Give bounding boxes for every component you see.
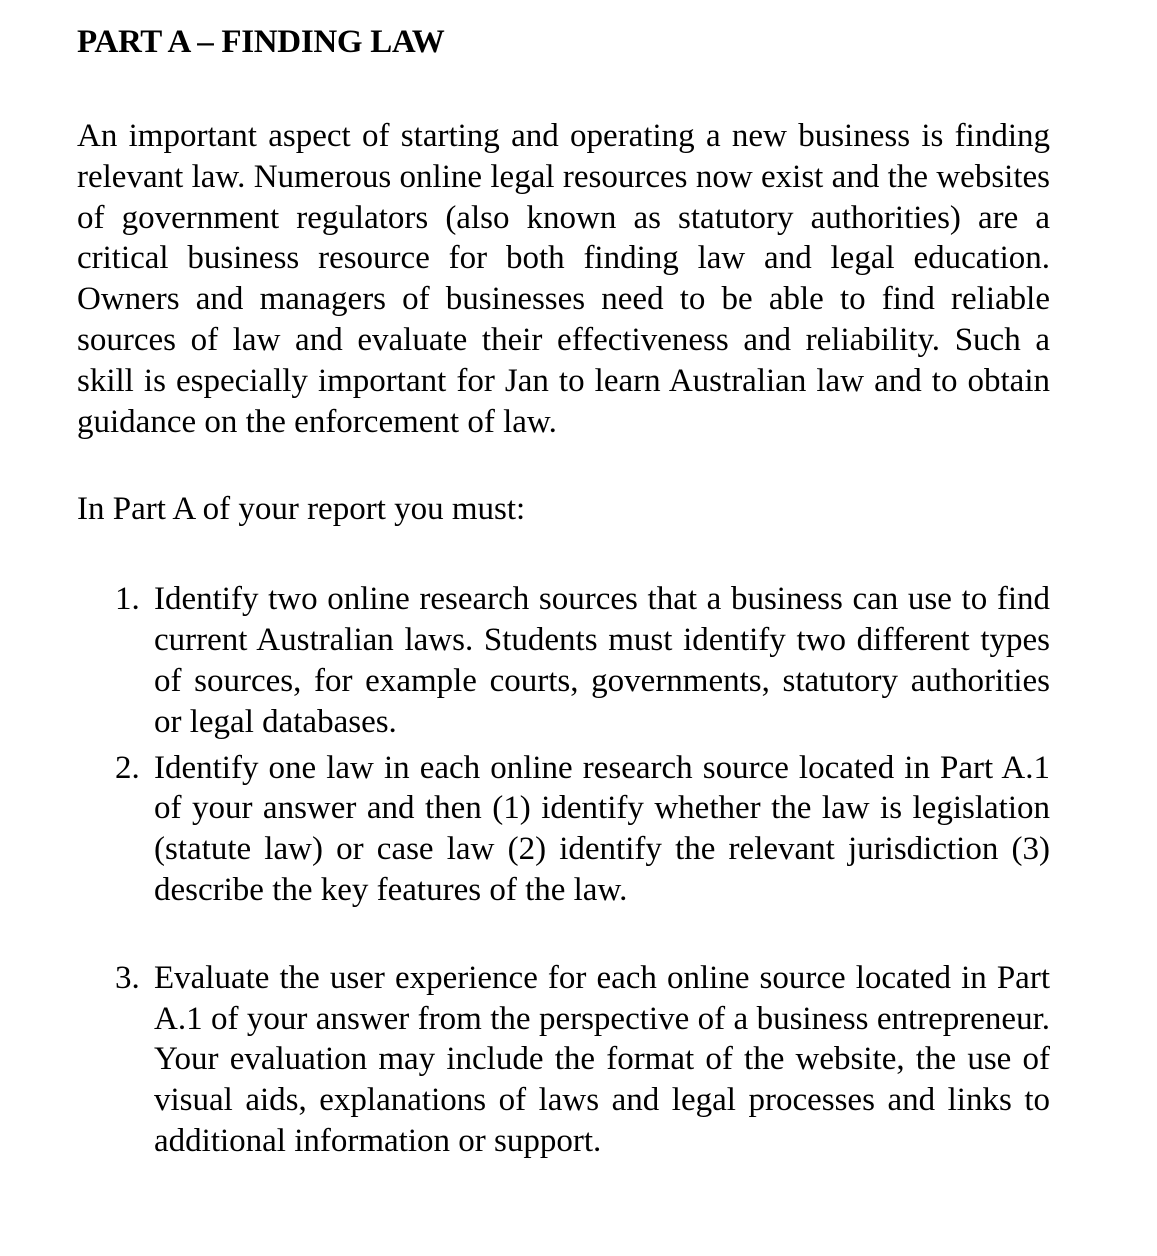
intro-paragraph: An important aspect of starting and operating a new business is finding relevant law. Numerous online legal resources now exist and the websites of government regulators (also known as statutory authorities) are a critical business resource for both finding law and legal education. Owners and managers of businesses need to be able to find reliable sources of law and evaluate their effectiveness and reliability. Such a skill is especially important for Jan to learn Australian law and to obtain guidance on the enforcement of law. — [77, 118, 1050, 440]
document-page — [77, 20, 1050, 1162]
task-number: 3. — [115, 959, 140, 996]
section-heading: PART A – FINDING LAW — [77, 24, 445, 60]
instructions-lead: In Part A of your report you must: — [77, 491, 526, 528]
task-number: 1. — [115, 581, 140, 618]
task-text: Evaluate the user experience for each online source located in Part A.1 of your answer from the perspective of a business entrepreneur. Your evaluation may include the format of the website, the use of visual aids, explanations of laws and legal processes and links to additional information or support. — [154, 959, 1050, 1159]
task-number: 2. — [115, 749, 140, 786]
task-item-1 — [77, 579, 1050, 742]
task-item-3 — [77, 958, 1050, 1162]
task-item-2 — [77, 748, 1050, 911]
task-text: Identify one law in each online research source located in Part A.1 of your answer and then (1) identify whether the law is legislation (statute law) or case law (2) identify the relevant jurisdiction (3) describe the key features of the law. — [154, 749, 1050, 908]
task-text: Identify two online research sources that a business can use to find current Australian laws. Students must identify two different types of sources, for example courts, governments, statutory authorities or legal databases. — [154, 581, 1050, 740]
task-list — [77, 579, 1050, 1161]
